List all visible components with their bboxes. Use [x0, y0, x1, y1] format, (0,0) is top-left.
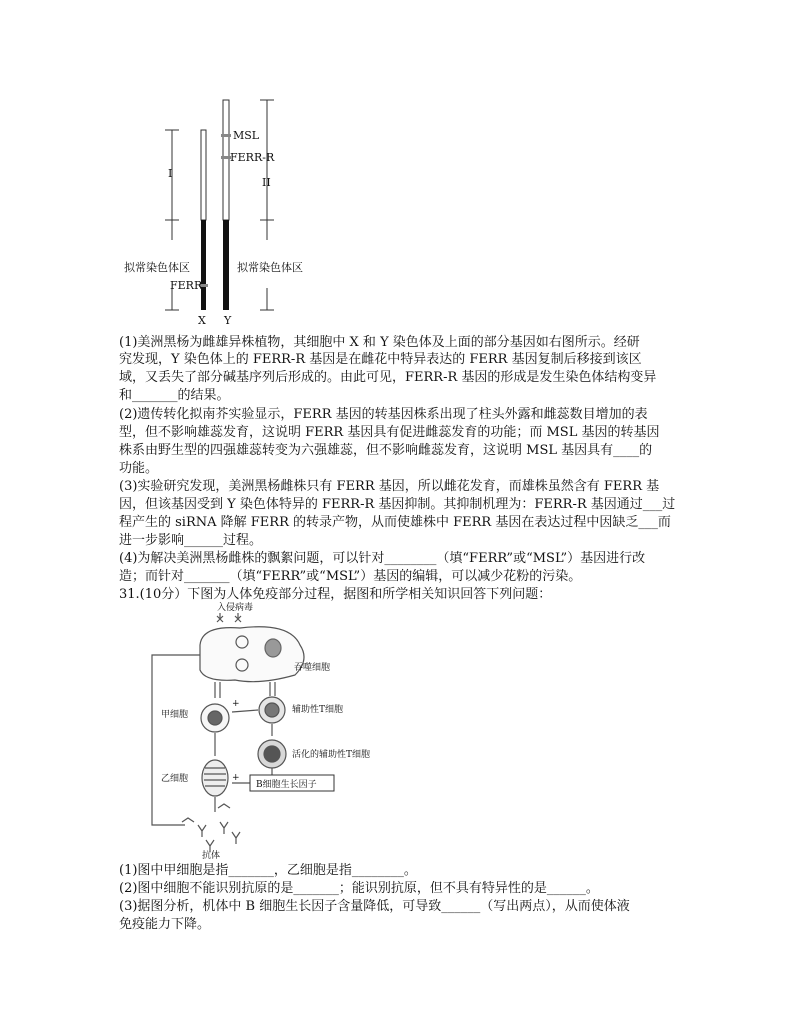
y-chromosome-pseudo: [223, 220, 229, 310]
label-msl: MSL: [233, 129, 260, 142]
q31-sub2: (2)图中细胞不能识别抗原的是_______；能识别抗原，但不具有特异性的是______。: [119, 881, 599, 896]
label-plus-1: +: [232, 699, 240, 709]
label-ferr: FERR: [170, 279, 203, 292]
q30-p2-line2: 型，但不影响雄蕊发育，这说明 FERR 基因具有促进雌蕊发育的功能；而 MSL 基因的转基因: [119, 425, 660, 440]
label-pseudo-left: 拟常染色体区: [124, 261, 190, 274]
label-pseudo-right: 拟常染色体区: [237, 261, 303, 274]
label-b-factor: B细胞生长因子: [256, 780, 317, 790]
immune-diagram: [140, 600, 400, 860]
q30-p1-line3: 域，又丢失了部分碱基序列后形成的。由此可见，FERR-R 基因的形成是发生染色体结构变异: [119, 370, 657, 385]
virus-icon-2: [235, 613, 241, 622]
label-virus: 入侵病毒: [217, 603, 254, 613]
q31-header: 31.(10分）下图为人体免疫部分过程，据图和所学相关知识回答下列问题：: [119, 587, 552, 602]
label-phagocyte: 吞噬细胞: [294, 663, 331, 673]
chromosome-figure: [115, 92, 325, 332]
q31-sub1: (1)图中甲细胞是指_______，乙细胞是指________。: [119, 863, 417, 878]
q30-p3-line1: (3)实验研究发现，美洲黑杨雌株只有 FERR 基因，所以雌花发育，而雄株虽然含有 FERR 基: [119, 479, 660, 494]
label-helper-t: 辅助性T细胞: [292, 705, 344, 715]
q31-sub3-line1: (3)据图分析，机体中 B 细胞生长因子含量降低，可导致______（写出两点），从而使体液: [119, 899, 630, 914]
q30-p2-line1: (2)遗传转化拟南芥实验显示，FERR 基因的转基因株系出现了柱头外露和雌蕊数目增加的表: [119, 407, 648, 422]
label-y: Y: [224, 314, 232, 327]
q30-p1-line1: (1)美洲黑杨为雌雄异株植物，其细胞中 X 和 Y 染色体及上面的部分基因如右图所示。经研: [119, 335, 640, 350]
virus-icon-1: [217, 613, 223, 622]
x-chromosome-pseudo: [201, 220, 206, 310]
q30-p2-line4: 功能。: [119, 461, 159, 476]
q30-p3-line3: 程产生的 siRNA 降解 FERR 的转录产物，从而使雄株中 FERR 基因在表达过程中因缺乏___而: [119, 515, 671, 530]
label-region-i: I: [168, 167, 173, 180]
label-cell-yi: 乙细胞: [161, 774, 189, 784]
label-activated-t: 活化的辅助性T细胞: [292, 750, 371, 760]
label-x: X: [198, 314, 206, 327]
q30-p2-line3: 株系由野生型的四强雄蕊转变为六强雄蕊，但不影响雌蕊发育，这说明 MSL 基因具有____的: [119, 443, 653, 458]
phagocyte-nucleus: [265, 639, 281, 657]
q30-p4-line2: 造；而针对_______（填“FERR”或“MSL”）基因的编辑，可以减少花粉的污染。: [119, 569, 582, 584]
label-plus-2: +: [232, 773, 240, 783]
q30-p4-line1: (4)为解决美洲黑杨雌株的飘絮问题，可以针对________（填“FERR”或“MSL”）基因进行改: [119, 551, 646, 566]
q31-sub3-line2: 免疫能力下降。: [119, 917, 211, 932]
yi-cell: [202, 760, 228, 796]
label-antibody: 抗体: [202, 851, 221, 861]
label-cell-jia: 甲细胞: [161, 710, 189, 720]
q30-p3-line2: 因，但该基因受到 Y 染色体特异的 FERR-R 基因抑制。其抑制机理为：FERR-R 基因通过___过: [119, 497, 676, 512]
phagocyte-cell: [200, 627, 304, 682]
y-chromosome-upper: [223, 100, 229, 220]
q30-p3-line4: 进一步影响______过程。: [119, 533, 263, 548]
y-msl-marker: [221, 134, 231, 137]
label-region-ii: II: [262, 176, 271, 189]
label-ferr-r: FERR-R: [230, 151, 275, 164]
q30-p1-line2: 究发现，Y 染色体上的 FERR-R 基因是在雌花中特异表达的 FERR 基因复制后移接到该区: [119, 352, 642, 367]
x-chromosome-upper: [201, 130, 206, 220]
q30-p1-line4: 和_______的结果。: [119, 388, 230, 403]
